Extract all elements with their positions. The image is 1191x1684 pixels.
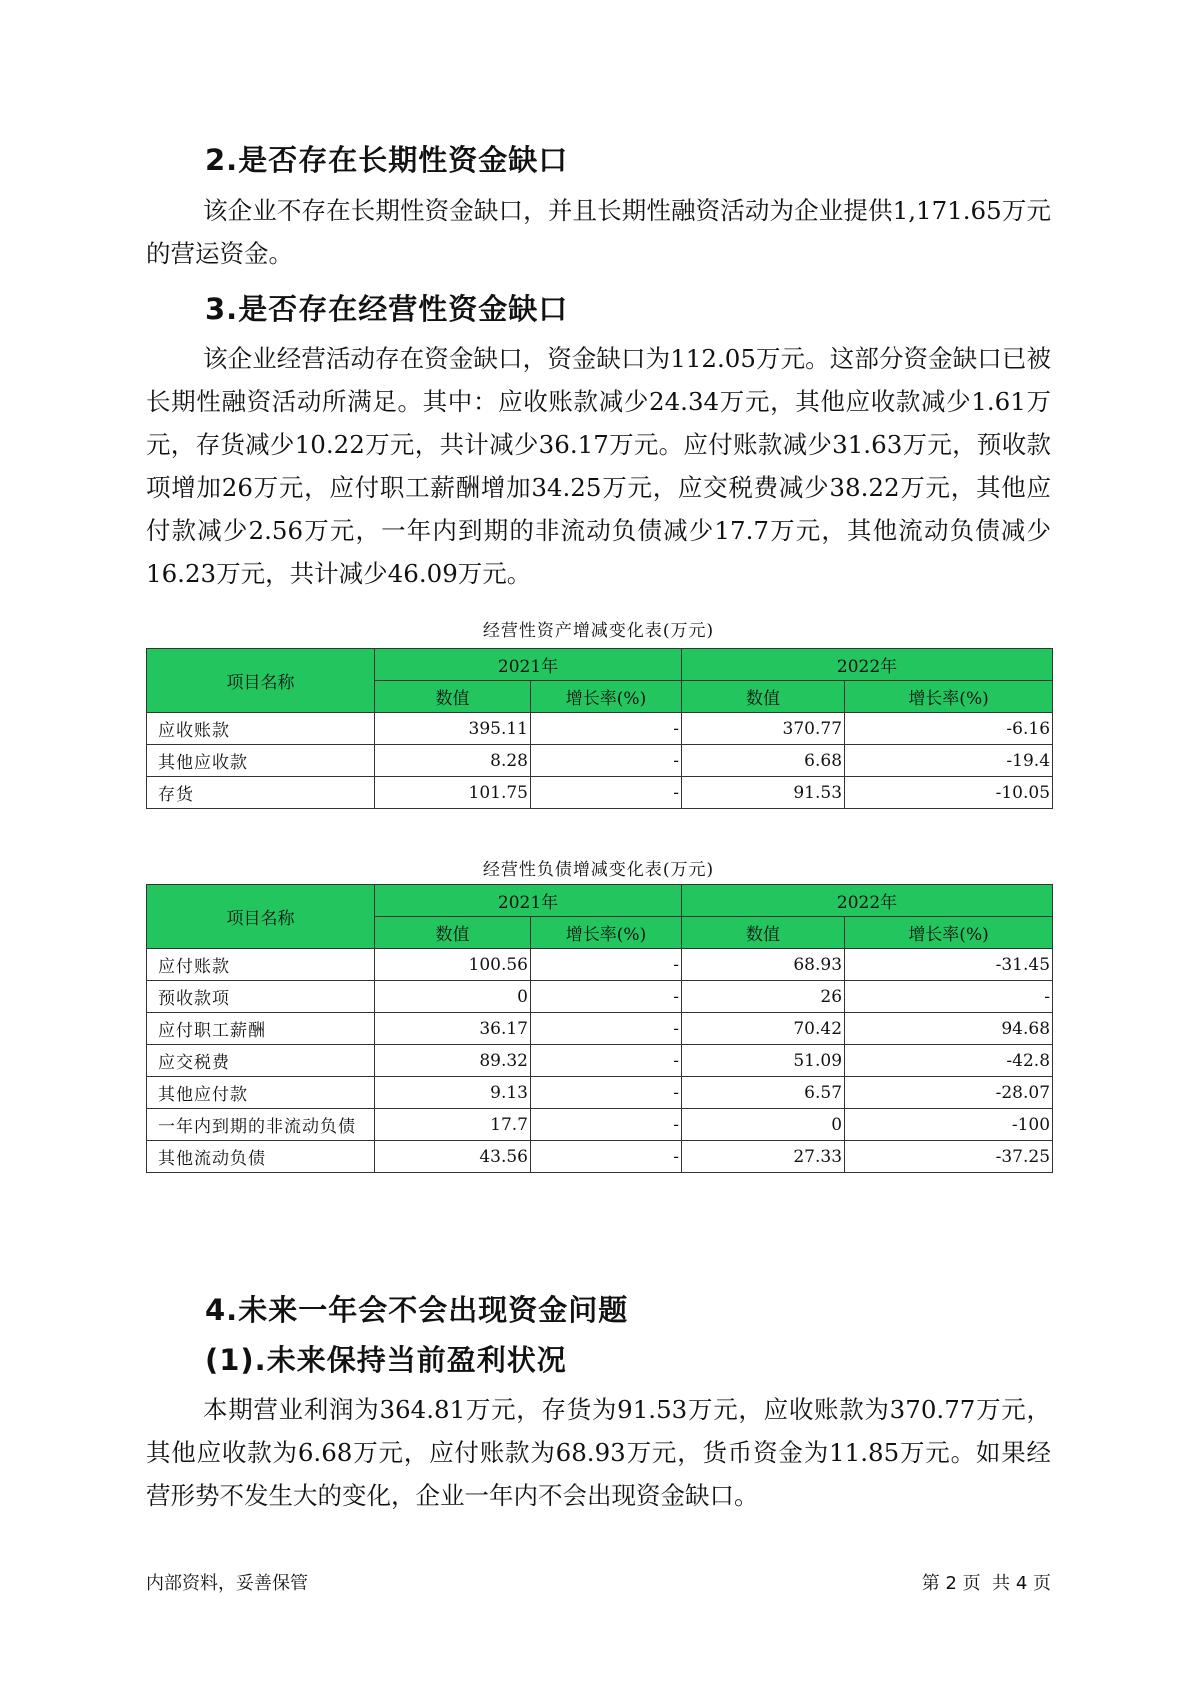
- cell-name: 其他流动负债: [147, 1141, 375, 1173]
- cell-growth-2021: -: [531, 949, 682, 981]
- cell-value-2022: 51.09: [682, 1045, 845, 1077]
- cell-growth-2022: -28.07: [845, 1077, 1053, 1109]
- cell-growth-2021: -: [531, 1045, 682, 1077]
- table-row: [147, 1141, 1053, 1173]
- cell-value-2022: 0: [682, 1109, 845, 1141]
- cell-growth-2022: -37.25: [845, 1141, 1053, 1173]
- cell-growth-2021: -: [531, 1141, 682, 1173]
- cell-growth-2021: -: [531, 777, 682, 809]
- cell-value-2021: 8.28: [375, 745, 531, 777]
- cell-growth-2022: -: [845, 981, 1053, 1013]
- cell-value-2022: 26: [682, 981, 845, 1013]
- cell-growth-2021: -: [531, 981, 682, 1013]
- cell-value-2021: 43.56: [375, 1141, 531, 1173]
- cell-name: 应交税费: [147, 1045, 375, 1077]
- cell-growth-2022: -31.45: [845, 949, 1053, 981]
- header-value: 数值: [375, 917, 531, 949]
- cell-growth-2021: -: [531, 1077, 682, 1109]
- header-growth: 增长率(%): [531, 681, 682, 713]
- cell-value-2022: 27.33: [682, 1141, 845, 1173]
- header-year-2022: 2022年: [682, 885, 1053, 917]
- footer-page-number: 第 2 页 共 4 页: [921, 1573, 1051, 1594]
- cell-growth-2022: -100: [845, 1109, 1053, 1141]
- table-row: [147, 1109, 1053, 1141]
- table-row: [147, 777, 1053, 809]
- cell-value-2021: 89.32: [375, 1045, 531, 1077]
- cell-value-2022: 370.77: [682, 713, 845, 745]
- cell-value-2021: 9.13: [375, 1077, 531, 1109]
- cell-value-2022: 70.42: [682, 1013, 845, 1045]
- section-3-paragraph: 该企业经营活动存在资金缺口，资金缺口为112.05万元。这部分资金缺口已被长期性融资活动所满足。其中：应收账款减少24.34万元，其他应收款减少1.61万元，存货减少10.22万元，共计减少36.17万元。应付账款减少31.63万元，预收款项增加26万元，应付职工薪酬增加34.25万元，应交税费减少38.22万元，其他应付款减少2.56万元，一年内到期的非流动负债减少17.7万元，其他流动负债减少16.23万元，共计减少46.09万元。: [146, 344, 1051, 588]
- section-4-paragraph: 本期营业利润为364.81万元，存货为91.53万元，应收账款为370.77万元，其他应收款为6.68万元，应付账款为68.93万元，货币资金为11.85万元。如果经营形势不发生大的变化，企业一年内不会出现资金缺口。: [146, 1395, 1051, 1510]
- header-item-name: 项目名称: [147, 649, 375, 713]
- assets-table: [146, 648, 1053, 809]
- cell-value-2021: 395.11: [375, 713, 531, 745]
- cell-growth-2021: -: [531, 713, 682, 745]
- header-growth: 增长率(%): [845, 681, 1053, 713]
- cell-name: 预收款项: [147, 981, 375, 1013]
- table-row: [147, 713, 1053, 745]
- cell-growth-2021: -: [531, 1013, 682, 1045]
- header-growth: 增长率(%): [531, 917, 682, 949]
- section-4-subheading: (1).未来保持当前盈利状况: [205, 1343, 567, 1377]
- assets-table-caption: 经营性资产增减变化表(万元): [482, 621, 715, 641]
- footer-confidential-note: 内部资料，妥善保管: [146, 1573, 308, 1594]
- table-row: [147, 981, 1053, 1013]
- header-item-name: 项目名称: [147, 885, 375, 949]
- cell-value-2021: 17.7: [375, 1109, 531, 1141]
- cell-name: 应付职工薪酬: [147, 1013, 375, 1045]
- cell-growth-2021: -: [531, 1109, 682, 1141]
- header-value: 数值: [375, 681, 531, 713]
- cell-name: 其他应收款: [147, 745, 375, 777]
- table-row: [147, 1045, 1053, 1077]
- header-year-2021: 2021年: [375, 885, 682, 917]
- cell-growth-2022: -19.4: [845, 745, 1053, 777]
- section-2-paragraph: 该企业不存在长期性资金缺口，并且长期性融资活动为企业提供1,171.65万元的营运资金。: [146, 196, 1051, 268]
- cell-name: 应付账款: [147, 949, 375, 981]
- cell-name: 应收账款: [147, 713, 375, 745]
- cell-growth-2022: -42.8: [845, 1045, 1053, 1077]
- section-2-heading: 2.是否存在长期性资金缺口: [205, 143, 569, 177]
- cell-value-2022: 6.57: [682, 1077, 845, 1109]
- header-value: 数值: [682, 917, 845, 949]
- cell-value-2022: 6.68: [682, 745, 845, 777]
- cell-value-2021: 100.56: [375, 949, 531, 981]
- header-value: 数值: [682, 681, 845, 713]
- cell-growth-2022: -10.05: [845, 777, 1053, 809]
- liabilities-table-caption: 经营性负债增减变化表(万元): [482, 860, 715, 880]
- cell-value-2021: 101.75: [375, 777, 531, 809]
- section-3-heading: 3.是否存在经营性资金缺口: [205, 292, 569, 326]
- cell-name: 其他应付款: [147, 1077, 375, 1109]
- cell-growth-2022: -6.16: [845, 713, 1053, 745]
- header-year-2022: 2022年: [682, 649, 1053, 681]
- cell-value-2022: 68.93: [682, 949, 845, 981]
- cell-value-2022: 91.53: [682, 777, 845, 809]
- cell-value-2021: 36.17: [375, 1013, 531, 1045]
- cell-name: 存货: [147, 777, 375, 809]
- header-growth: 增长率(%): [845, 917, 1053, 949]
- cell-growth-2022: 94.68: [845, 1013, 1053, 1045]
- table-row: [147, 1077, 1053, 1109]
- section-4-heading: 4.未来一年会不会出现资金问题: [205, 1293, 629, 1327]
- header-year-2021: 2021年: [375, 649, 682, 681]
- table-row: [147, 745, 1053, 777]
- cell-value-2021: 0: [375, 981, 531, 1013]
- cell-name: 一年内到期的非流动负债: [147, 1109, 375, 1141]
- table-row: [147, 949, 1053, 981]
- liabilities-table: [146, 884, 1053, 1173]
- cell-growth-2021: -: [531, 745, 682, 777]
- table-row: [147, 1013, 1053, 1045]
